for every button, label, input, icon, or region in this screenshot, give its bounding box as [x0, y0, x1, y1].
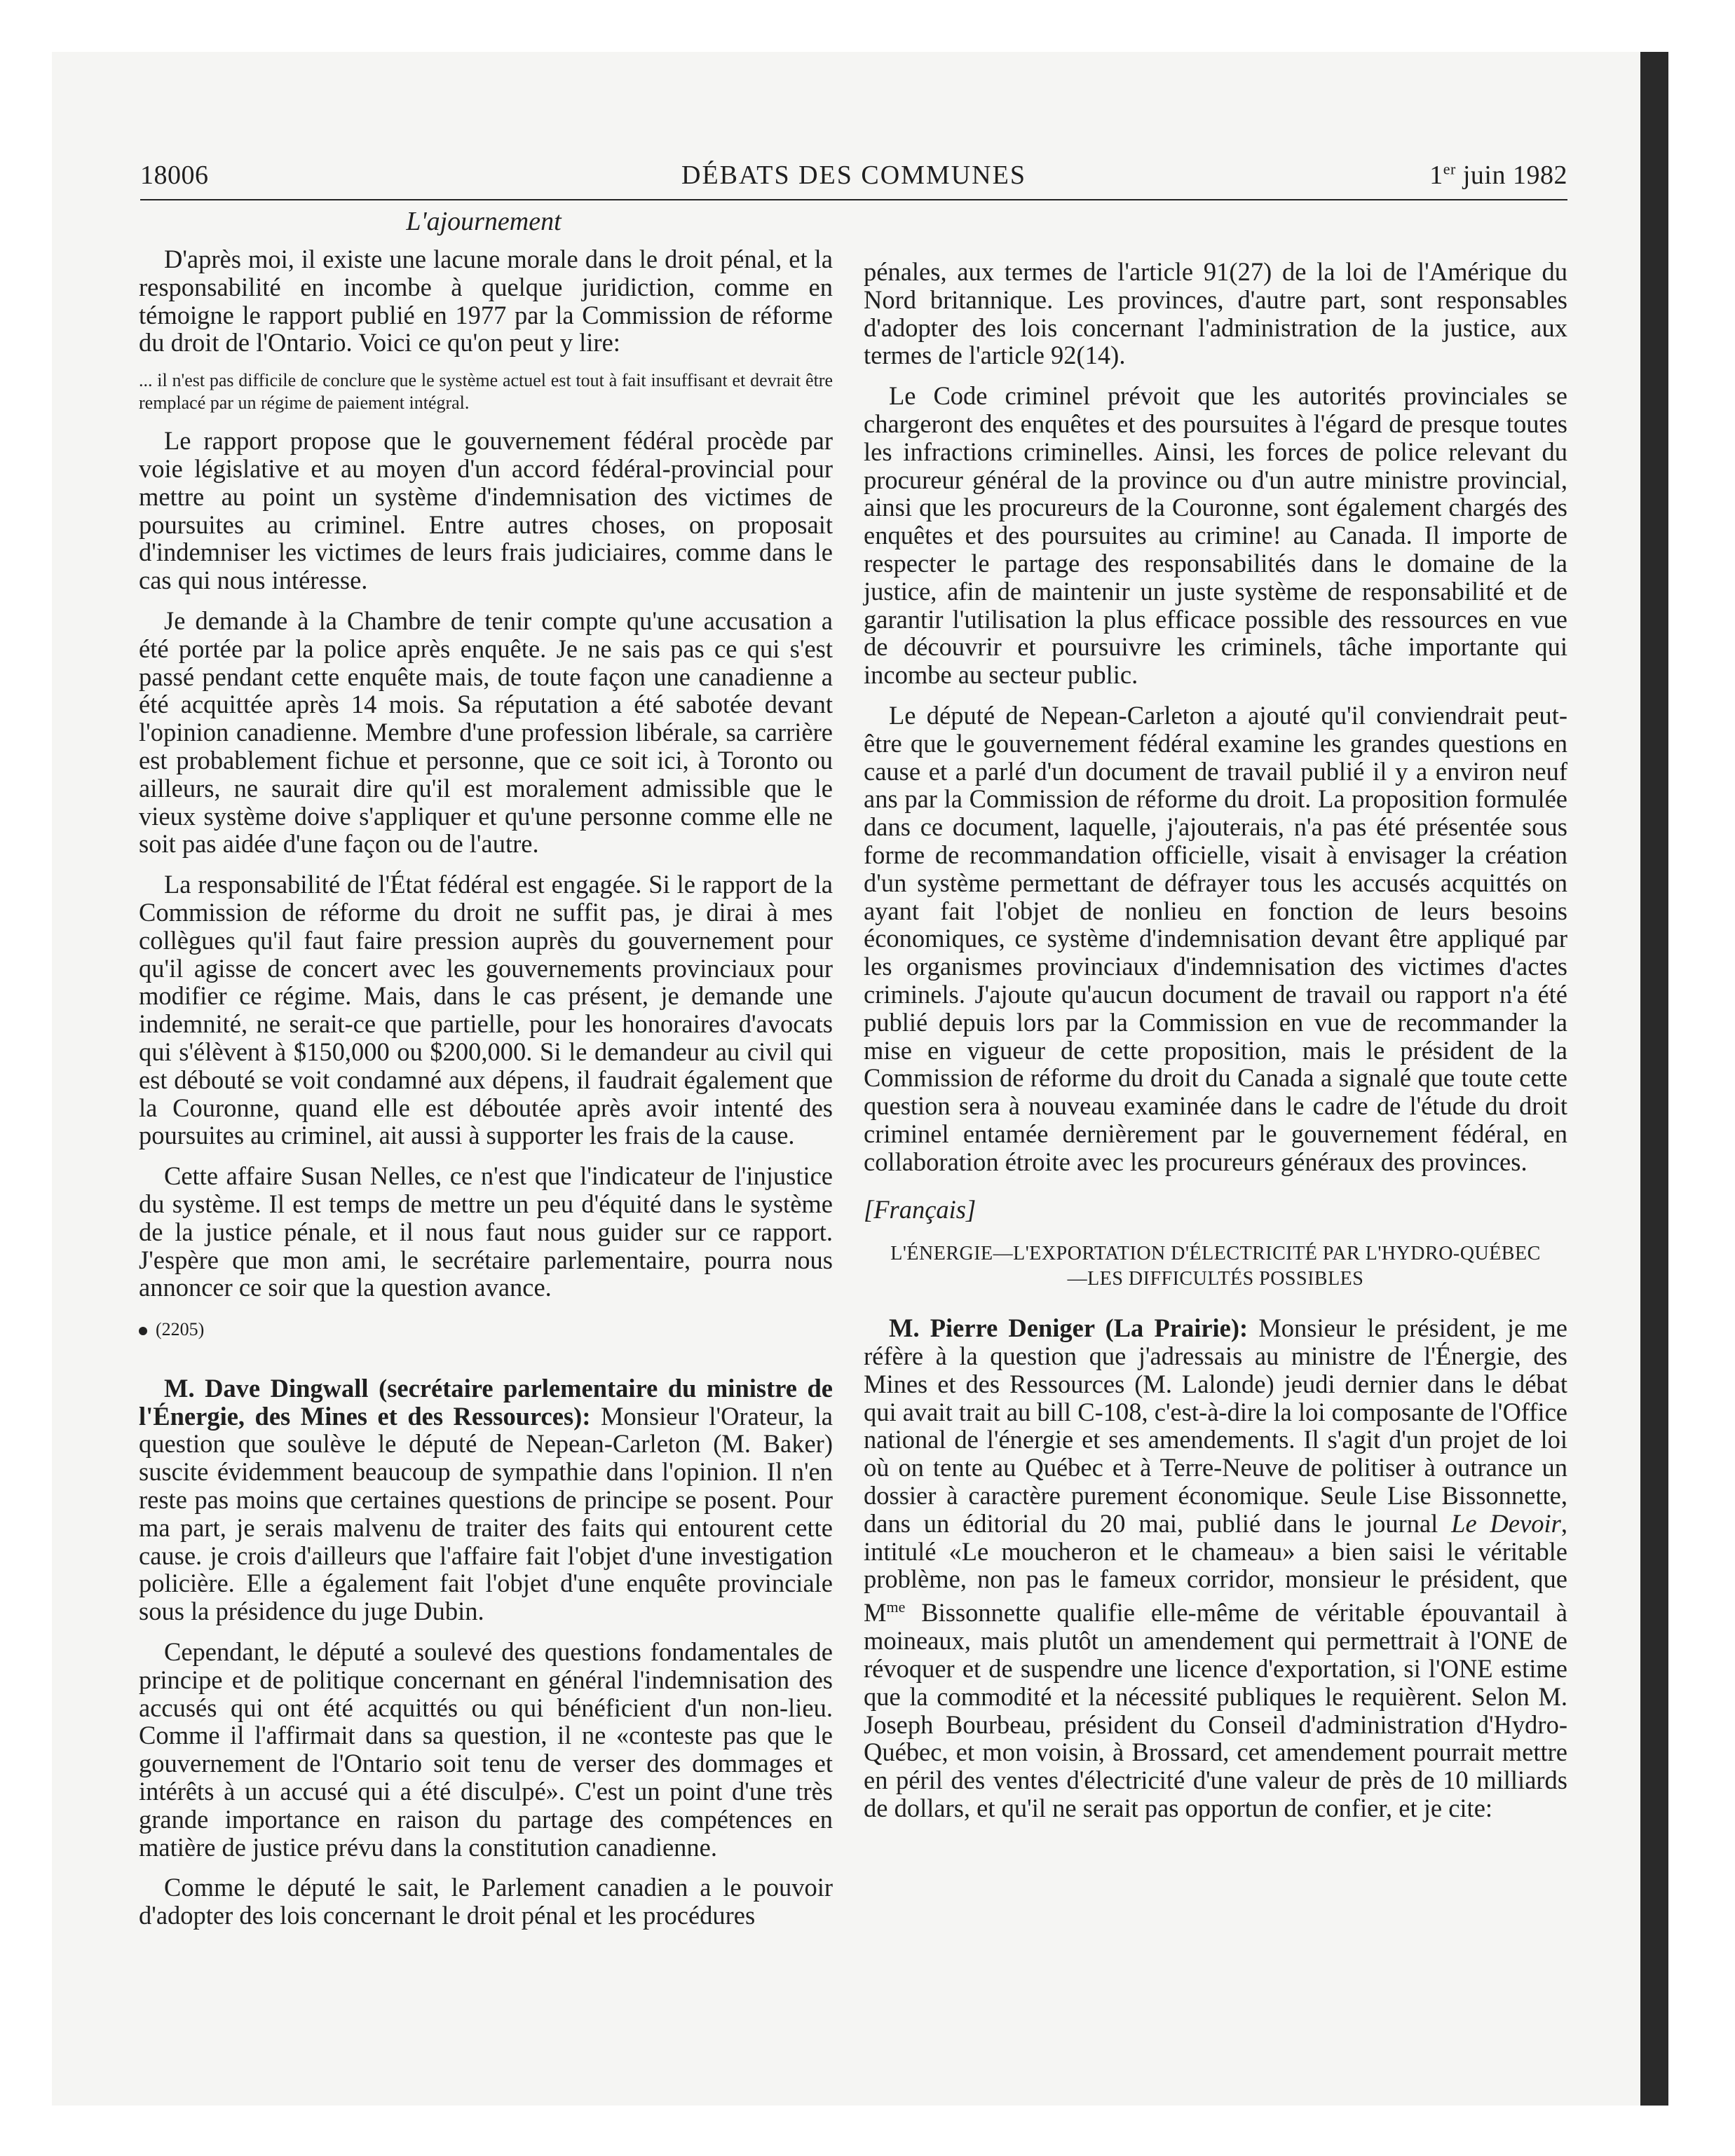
paragraph: Je demande à la Chambre de tenir compte qu'une accusation a été portée par la police après enquête. Je ne sais pas ce qui s'est passé pendant cette enquête mais, de toute façon une canadienne a été acquittée après 14 mois. Sa réputation a été sabotée devant l'opinion canadienne. Membre d'une profession libérale, sa carrière est probablement fichue et personne, que ce soit ici, à Toronto ou ailleurs, ne saurait dire qu'il est moralement admissible que le vieux système doive s'appliquer et qu'une personne comme elle ne soit pas aidée d'une façon ou de l'autre.: [139, 606, 833, 859]
paragraph: Cependant, le député a soulevé des questions fondamentales de principe et de politique concernant en général l'indemnisation des accusés qui ont été acquittés ou qui bénéficient d'un non-lieu. Comme il l'affirmait dans sa question, il ne «conteste pas que le gouvernement de l'Ontario soit tenu de verser des dommages et intérêts à un accusé qui a été disculpé». C'est un point d'une très grande importance en raison du partage des compétences en matière de justice prévu dans la constitution canadienne.: [139, 1637, 833, 1862]
right-column: [864, 258, 1567, 1835]
newspaper-name: Le Devoir: [1451, 1508, 1561, 1538]
paragraph: Le Code criminel prévoit que les autorités provinciales se chargeront des enquêtes et des poursuites à l'égard de presque toutes les infractions criminelles. Ainsi, les forces de police relevant du procureur général de la province ou d'un autre ministre provincial, ainsi que les procureurs de la Couronne, sont également chargés des enquêtes et des poursuites au crimine! au Canada. Il importe de respecter le partage des responsabilités dans le domaine de la justice, afin de maintenir un juste système de responsabilité et de garantir l'utilisation la plus efficace possible des ressources en vue de découvrir et poursuivre les criminels, tâche importante qui incombe au secteur public.: [864, 381, 1567, 690]
page-number: 18006: [140, 161, 209, 190]
paragraph: Comme le député le sait, le Parlement canadien a le pouvoir d'adopter des lois concernant le droit pénal et les procédures: [139, 1873, 833, 1930]
left-column: [139, 245, 833, 1942]
paragraph: Le député de Nepean-Carleton a ajouté qu'il conviendrait peut-être que le gouvernement fédéral examine les grandes questions en cause et a parlé d'un document de travail publié il y a environ neuf ans par la Commission de réforme du droit. La proposition formulée dans ce document, laquelle, j'ajouterais, n'a pas été présentée sous forme de recommandation officielle, visait à envisager la création d'un système permettant de défrayer tous les accusés acquittés on ayant fait l'objet de nonlieu en fonction de leurs besoins économiques, ce système d'indemnisation devant être appliqué par les organismes provinciaux d'indemnisation des victimes d'actes criminels. J'ajoute qu'aucun document de travail ou rapport n'a été publié depuis lors par la Commission en vue de recommander la mise en vigueur de cette proposition, mais le président de la Commission de réforme du droit du Canada a signalé que toute cette question sera à nouveau examinée dans le cadre de l'étude du droit criminel entamée dernièrement par le gouvernement fédéral, en collaboration étroite avec les procureurs généraux des provinces.: [864, 700, 1567, 1176]
scan-edge-bar: [1640, 52, 1668, 2106]
speaker-name: M. Pierre Deniger (La Prairie):: [889, 1314, 1248, 1343]
timestamp: (2205): [139, 1316, 833, 1344]
block-quote: ... il n'est pas difficile de conclure que le système actuel est tout à fait insuffisant et devrait être remplacé par un régime de paiement intégral.: [139, 370, 833, 414]
publication-title: DÉBATS DES COMMUNES: [681, 161, 1026, 190]
language-marker: [Français]: [864, 1194, 977, 1224]
paragraph: Cette affaire Susan Nelles, ce n'est que l'indicateur de l'injustice du système. Il est temps de mettre un peu d'équité dans le système de la justice pénale, et il nous faut nous guider sur ce rapport. J'espère que mon ami, le secrétaire parlementaire, pourra nous annoncer ce soir que la question avance.: [139, 1161, 833, 1302]
paragraph: M. Dave Dingwall (secrétaire parlementaire du ministre de l'Énergie, des Mines et des Ressources): Monsieur l'Orateur, la question que soulève le député de Nepean-Carleton (M. Baker) suscite évidemment beaucoup de sympathie dans l'opinion. Il n'en reste pas moins que certaines questions de principe se posent. Pour ma part, je serais malvenu de traiter des faits qui entourent cette cause. je crois d'ailleurs que l'affaire fait l'objet d'une investigation policière. Elle a également fait l'objet d'une enquête provinciale sous la présidence du juge Dubin.: [139, 1373, 834, 1626]
page-header: [140, 160, 1567, 200]
paragraph: La responsabilité de l'État fédéral est engagée. Si le rapport de la Commission de réforme du droit ne suffit pas, je dirai à mes collègues qu'il faut faire pression auprès du gouvernement pour qu'il agisse de concert avec les gouvernements provinciaux pour modifier ce régime. Mais, dans le cas présent, je demande une indemnité, ne serait-ce que partielle, pour les honoraires d'avocats qui s'élèvent à $150,000 ou $200,000. Si le demandeur au civil qui est débouté se voit condamné aux dépens, il faudrait également que la Couronne, quand elle est déboutée après avoir intenté des poursuites au criminel, ait aussi à supporter les frais de la cause.: [139, 870, 833, 1150]
subheading: L'ÉNERGIE—L'EXPORTATION D'ÉLECTRICITÉ PAR L'HYDRO-QUÉBEC—LES DIFFICULTÉS POSSIBLES: [890, 1243, 1541, 1290]
paragraph: D'après moi, il existe une lacune morale dans le droit pénal, et la responsabilité en incombe à quelque juridiction, comme en témoigne le rapport publié en 1977 par la Commission de réforme du droit de l'Ontario. Voici ce qu'on peut y lire:: [139, 245, 833, 357]
bullet-icon: [139, 1327, 147, 1335]
paragraph: Le rapport propose que le gouvernement fédéral procède par voie législative et au moyen d'un accord fédéral-provincial pour mettre au point un système d'indemnisation des victimes de poursuites au criminel. Entre autres choses, on proposait d'indemniser les victimes de leurs frais judiciaires, comme dans le cas qui nous intéresse.: [139, 426, 833, 595]
paragraph: M. Pierre Deniger (La Prairie): Monsieur le président, je me réfère à la question que j'adressais au ministre de l'Énergie, des Mines et des Ressources (M. Lalonde) jeudi dernier dans le débat qui avait trait au bill C-108, c'est-à-dire la loi composante de l'Office national de l'énergie et ses amendements. Il s'agit d'un projet de loi où on tente au Québec et à Terre-Neuve de politiser à outrance un dossier à caractère purement économique. Seule Lise Bissonnette, dans un éditorial du 20 mai, publié dans le journal Le Devoir, intitulé «Le moucheron et le chameau» a bien saisi le véritable problème, non pas le fameux corridor, monsieur le président, que $M^{me}$ Bissonnette qualifie elle-même de véritable épouvantail à moineaux, mais plutôt un amendement qui permettrait à l'ONE de révoquer et de suspendre une licence d'exportation, si l'ONE estime que la commodité et la nécessité publiques le requièrent. Selon M. Joseph Bourbeau, président du Conseil d'administration d'Hydro-Québec, et mon voisin, à Brossard, cet amendement pourrait mettre en péril des ventes d'électricité d'une valeur de près de 10 milliards de dollars, et qu'il ne serait pas opportun de confier, et je cite:: [864, 1314, 1567, 1822]
paragraph: pénales, aux termes de l'article 91(27) de la loi de l'Amérique du Nord britannique. Les provinces, d'autre part, sont responsables d'adopter des lois concernant l'administration de la justice, aux termes de l'article 92(14).: [864, 257, 1567, 370]
speaker-name: M. Dave Dingwall (secrétaire parlementaire du ministre de l'Énergie, des Mines et des Ressources):: [139, 1373, 833, 1431]
section-title: L'ajournement: [406, 207, 562, 236]
page-date: 1er juin 1982: [1429, 160, 1567, 190]
